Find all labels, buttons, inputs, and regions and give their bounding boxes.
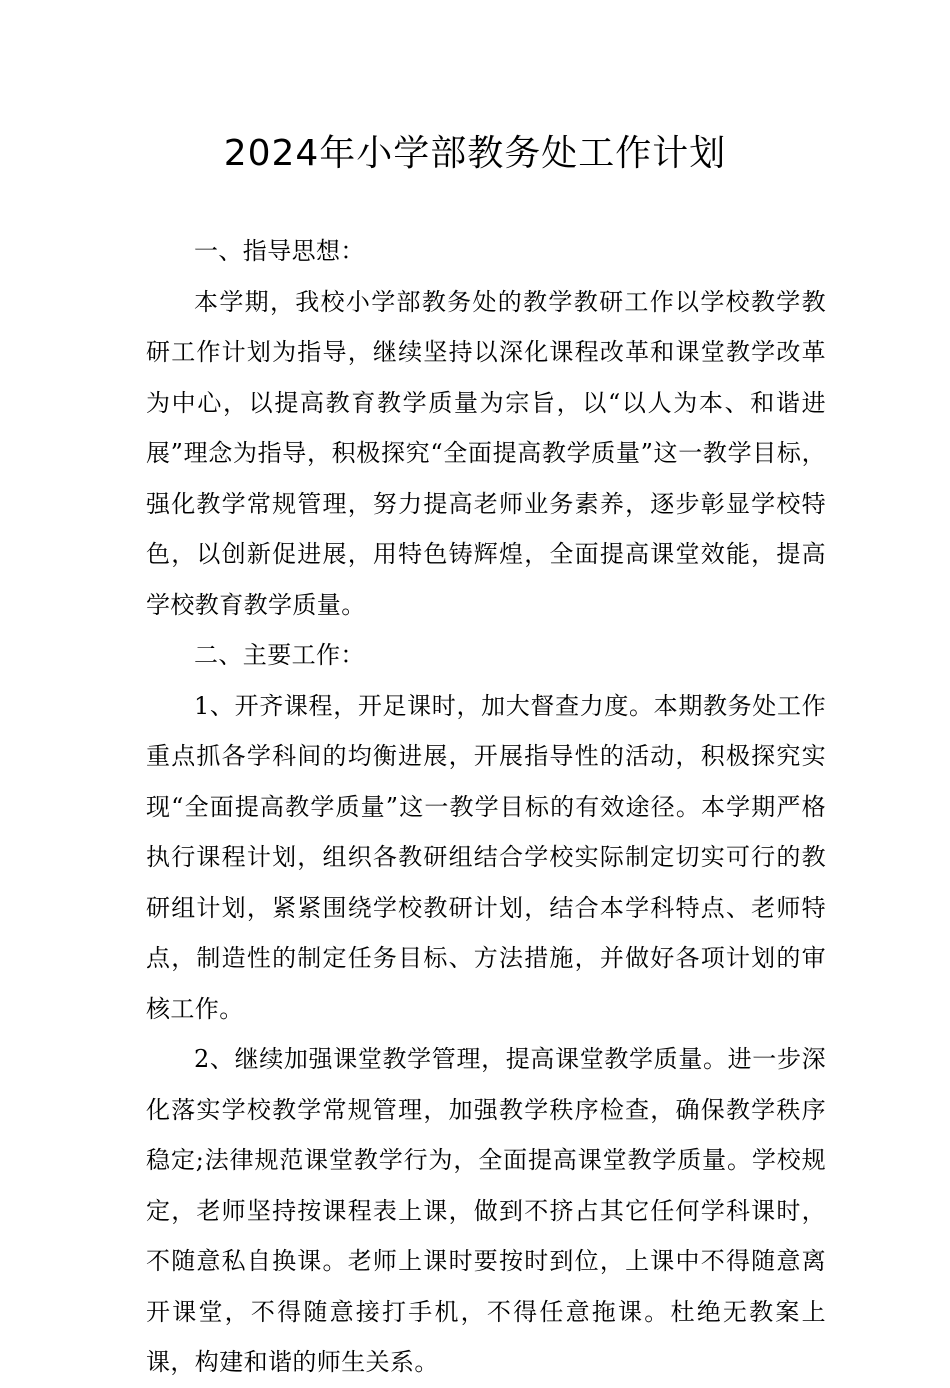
paragraph-work-item-2: 2、继续加强课堂教学管理，提高课堂教学质量。进一步深化落实学校教学常规管理，加强教学秩序检查，确保教学秩序稳定;法律规范课堂教学行为，全面提高课堂教学质量。学校规定，老师坚持按课程表上课，做到不挤占其它任何学科课时，不随意私自换课。老师上课时要按时到位，上课中不得随意离开课堂，不得随意接打手机，不得任意拖课。杜绝无教案上课，构建和谐的师生关系。 [146,1045,826,1376]
section-heading-main-work: 二、主要工作： [194,641,365,669]
paragraph-work-item-1: 1、开齐课程，开足课时，加大督查力度。本期教务处工作重点抓各学科间的均衡进展，开展指导性的活动，积极探究实现“全面提高教学质量”这一教学目标的有效途径。本学期严格执行课程计划，组织各教研组结合学校实际制定切实可行的教研组计划，紧紧围绕学校教研计划，结合本学科特点、老师特点，制造性的制定任务目标、方法措施，并做好各项计划的审核工作。 [146,691,826,1023]
section-heading-guiding-ideology: 一、指导思想： [194,237,365,265]
paragraph-guiding-ideology: 本学期，我校小学部教务处的教学教研工作以学校教学教研工作计划为指导，继续坚持以深化课程改革和课堂教学改革为中心，以提高教育教学质量为宗旨，以“以人为本、和谐进展”理念为指导，积极探究“全面提高教学质量”这一教学目标，强化教学常规管理，努力提高老师业务素养，逐步彰显学校特色，以创新促进展，用特色铸辉煌，全面提高课堂效能，提高学校教育教学质量。 [146,287,826,619]
document-body [146,226,826,1388]
document-title: 2024年小学部教务处工作计划 [223,133,727,174]
